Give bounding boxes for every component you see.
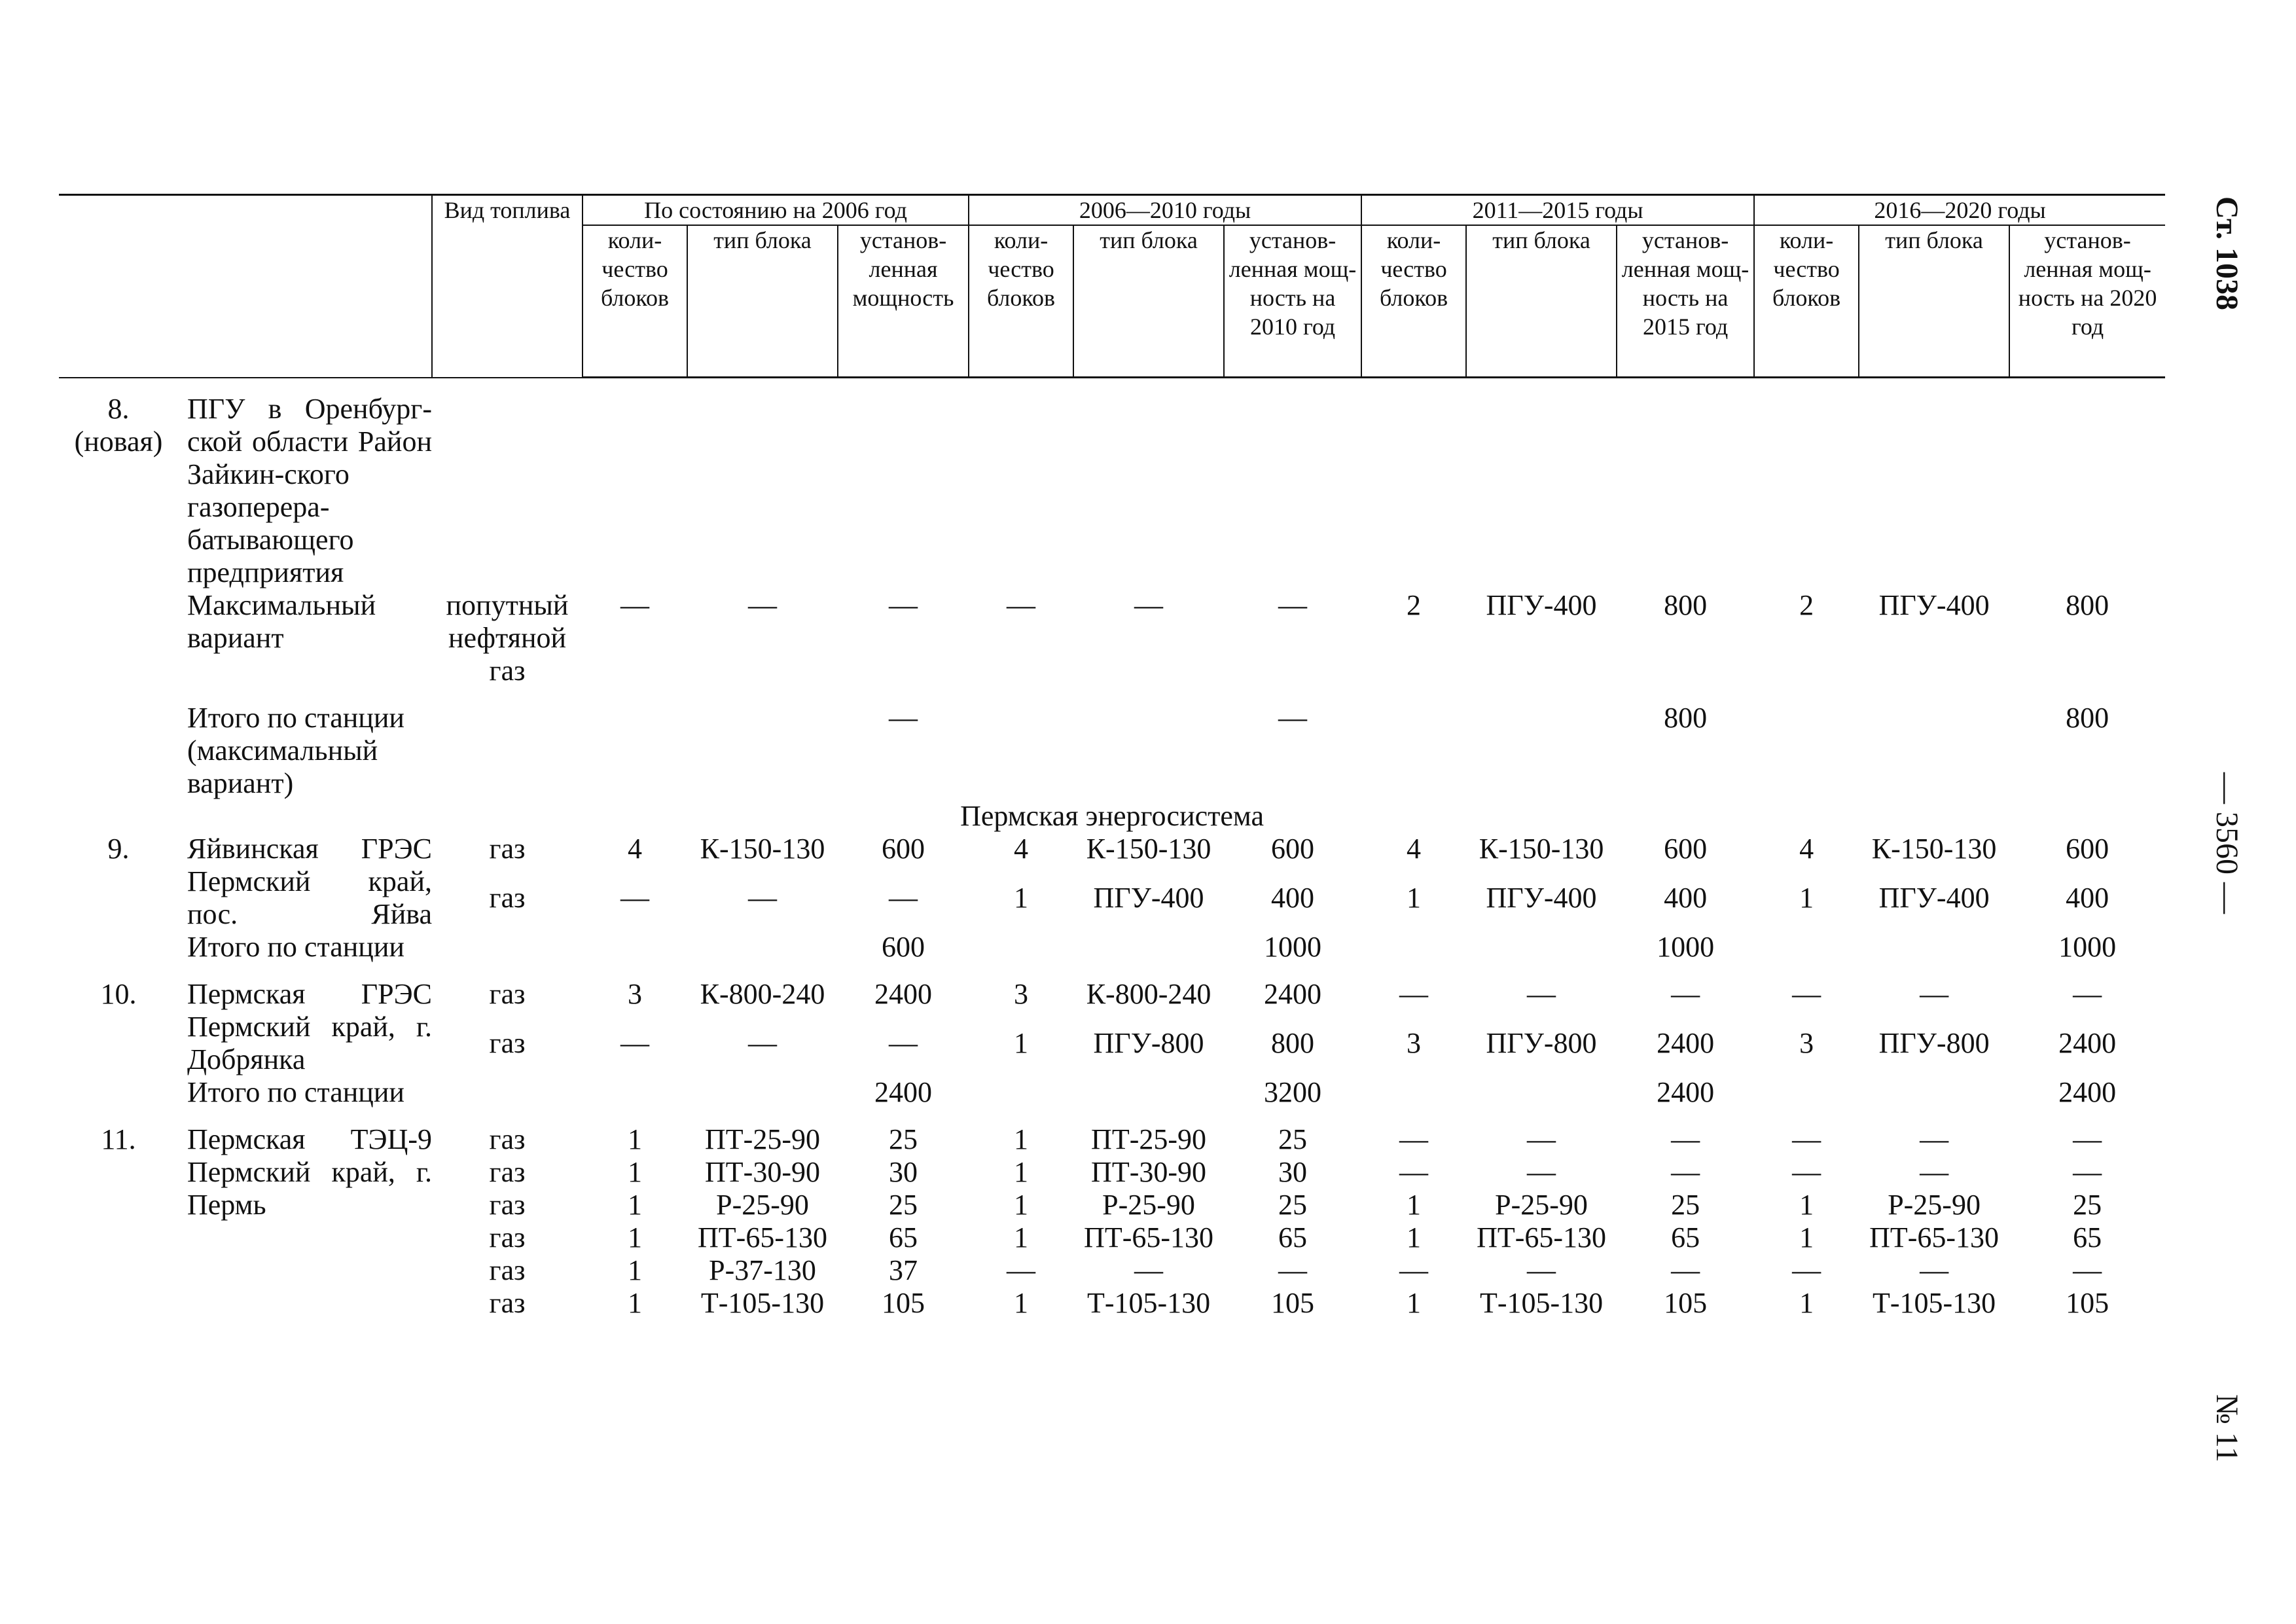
table-row [59, 589, 2165, 687]
capacity-cell: 600 [1271, 833, 1315, 865]
power-plants-table-page [59, 194, 2165, 1320]
total-capacity-cell: — [889, 702, 918, 734]
type-cell: ПГУ-400 [1093, 882, 1204, 914]
count-cell: 3 [1014, 978, 1029, 1010]
fuel-cell: газ [489, 1189, 526, 1221]
type-cell: — [1920, 1123, 1949, 1155]
header-type: тип блока [1466, 225, 1617, 378]
table-row-total [59, 1076, 2165, 1109]
type-cell: — [1920, 1254, 1949, 1286]
header-type: тип блока [1073, 225, 1224, 378]
header-period-2006-2010: 2006—2010 годы [969, 195, 1361, 226]
count-cell: 4 [1799, 833, 1814, 865]
count-cell: 1 [1799, 1287, 1814, 1319]
type-cell: ПТ-65-130 [1477, 1221, 1607, 1254]
count-cell: 1 [628, 1156, 642, 1188]
total-label: Итого по станции (максимальный вариант) [187, 702, 404, 799]
variant-name: Максимальный вариант [187, 589, 376, 654]
total-label: Итого по станции [187, 931, 404, 963]
count-cell: 2 [1799, 589, 1814, 621]
count-cell: 1 [1014, 1123, 1029, 1155]
type-cell: К-150-130 [1479, 833, 1604, 865]
count-cell: — [1399, 1123, 1429, 1155]
fuel-cell: газ [489, 833, 526, 865]
type-cell: Р-25-90 [716, 1189, 809, 1221]
count-cell: 4 [628, 833, 642, 865]
count-cell: 3 [1407, 1027, 1422, 1059]
type-cell: — [1134, 589, 1164, 621]
capacity-cell: 30 [1278, 1156, 1308, 1188]
capacity-cell: 400 [1271, 882, 1315, 914]
count-cell: 1 [1407, 882, 1422, 914]
count-cell: 1 [1014, 1221, 1029, 1254]
capacity-cell: 105 [2066, 1287, 2109, 1319]
count-cell: — [1792, 1254, 1821, 1286]
table-row [59, 833, 2165, 882]
header-count: коли-чество блоков [1361, 225, 1466, 378]
type-cell: ПТ-65-130 [1084, 1221, 1214, 1254]
count-cell: 1 [628, 1123, 642, 1155]
type-cell: ПГУ-800 [1093, 1027, 1204, 1059]
page-number: — 3560 — [2210, 772, 2244, 914]
type-cell: ПТ-65-130 [698, 1221, 827, 1254]
fuel-cell: газ [489, 882, 526, 914]
total-capacity-cell: 800 [2066, 702, 2109, 734]
count-cell: 1 [1407, 1287, 1422, 1319]
count-cell: — [1007, 1254, 1036, 1286]
type-cell: ПГУ-400 [1878, 589, 1990, 621]
capacity-cell: 25 [889, 1123, 918, 1155]
page-margin-vertical [2199, 196, 2265, 1463]
type-cell: ПГУ-400 [1486, 589, 1597, 621]
capacity-cell: — [889, 882, 918, 914]
station-name: Пермская ТЭЦ-9 Пермский край, г. Пермь [187, 1123, 432, 1221]
count-cell: 1 [1407, 1189, 1422, 1221]
count-cell: — [1399, 1156, 1429, 1188]
station-name: Пермская ГРЭС Пермский край, г. Добрянка [187, 978, 432, 1075]
header-fuel: Вид топлива [432, 195, 583, 378]
count-cell: 4 [1407, 833, 1422, 865]
fuel-cell: газ [489, 1156, 526, 1188]
table-row-total [59, 931, 2165, 964]
count-cell: — [620, 1027, 649, 1059]
type-cell: К-800-240 [1086, 978, 1211, 1010]
type-cell: Т-105-130 [1086, 1287, 1211, 1319]
capacity-cell: 105 [1664, 1287, 1708, 1319]
count-cell: — [1399, 1254, 1429, 1286]
table-row [59, 1123, 2165, 1156]
capacity-cell: 800 [2066, 589, 2109, 621]
total-capacity-cell: 600 [882, 931, 925, 963]
total-capacity-cell: 800 [1664, 702, 1708, 734]
capacity-cell: — [2073, 1156, 2102, 1188]
capacity-cell: 105 [882, 1287, 925, 1319]
count-cell: — [620, 589, 649, 621]
type-cell: — [748, 589, 777, 621]
capacity-cell: 65 [1671, 1221, 1700, 1254]
station-name: ПГУ в Оренбург-ской области Район Зайкин-ского газоперера-батывающего предприятия [187, 393, 432, 588]
type-cell: ПГУ-400 [1878, 882, 1990, 914]
capacity-cell: 25 [1671, 1189, 1700, 1221]
total-capacity-cell: 1000 [1264, 931, 1322, 963]
header-capacity: установ-ленная мощность [838, 225, 969, 378]
type-cell: К-800-240 [700, 978, 825, 1010]
type-cell: Т-105-130 [1479, 1287, 1604, 1319]
type-cell: ПТ-30-90 [705, 1156, 820, 1188]
count-cell: 1 [1014, 1027, 1029, 1059]
type-cell: К-150-130 [1086, 833, 1211, 865]
capacity-cell: 800 [1271, 1027, 1315, 1059]
capacity-cell: 30 [889, 1156, 918, 1188]
capacity-cell: 600 [882, 833, 925, 865]
fuel-cell: газ [489, 1027, 526, 1059]
header-period-2006: По состоянию на 2006 год [583, 195, 969, 226]
type-cell: ПГУ-800 [1878, 1027, 1990, 1059]
type-cell: — [1527, 978, 1556, 1010]
capacity-cell: 2400 [1657, 1027, 1715, 1059]
total-capacity-cell: 3200 [1264, 1076, 1322, 1108]
table-header [59, 195, 2165, 378]
total-capacity-cell: 2400 [874, 1076, 933, 1108]
capacity-cell: 400 [1664, 882, 1708, 914]
type-cell: — [1527, 1156, 1556, 1188]
type-cell: ПТ-25-90 [705, 1123, 820, 1155]
capacity-cell: 400 [2066, 882, 2109, 914]
type-cell: ПТ-65-130 [1869, 1221, 2000, 1254]
total-capacity-cell: 1000 [2058, 931, 2117, 963]
type-cell: К-150-130 [1871, 833, 1997, 865]
capacity-cell: — [2073, 978, 2102, 1010]
capacity-cell: 25 [1278, 1123, 1308, 1155]
count-cell: — [1792, 1156, 1821, 1188]
header-type: тип блока [1859, 225, 2009, 378]
count-cell: 1 [1799, 1221, 1814, 1254]
table-row [59, 393, 2165, 589]
power-plants-table [59, 194, 2165, 1320]
header-capacity: установ-ленная мощ-ность на 2020 год [2009, 225, 2165, 378]
capacity-cell: — [1671, 1156, 1700, 1188]
fuel-cell: газ [489, 1221, 526, 1254]
capacity-cell: 2400 [1264, 978, 1322, 1010]
count-cell: 2 [1407, 589, 1422, 621]
count-cell: 4 [1014, 833, 1029, 865]
total-label: Итого по станции [187, 1076, 404, 1108]
capacity-cell: 25 [1278, 1189, 1308, 1221]
region-heading: Пермская энергосистема [960, 800, 1264, 832]
type-cell: ПТ-25-90 [1091, 1123, 1207, 1155]
capacity-cell: 600 [2066, 833, 2109, 865]
header-period-2016-2020: 2016—2020 годы [1754, 195, 2165, 226]
total-capacity-cell: 1000 [1657, 931, 1715, 963]
type-cell: Р-25-90 [1102, 1189, 1195, 1221]
type-cell: Р-25-90 [1888, 1189, 1981, 1221]
station-number: 9. [107, 833, 130, 865]
station-number: 10. [100, 978, 137, 1010]
station-number-text: 8. [107, 393, 130, 425]
type-cell: ПГУ-800 [1486, 1027, 1597, 1059]
count-cell: — [1007, 589, 1036, 621]
capacity-cell: — [1278, 589, 1308, 621]
type-cell: Т-105-130 [700, 1287, 825, 1319]
fuel-cell: газ [489, 1287, 526, 1319]
table-row [59, 978, 2165, 1027]
count-cell: 1 [1799, 882, 1814, 914]
capacity-cell: 600 [1664, 833, 1708, 865]
capacity-cell: — [889, 589, 918, 621]
article-number: Ст. 1038 [2210, 196, 2244, 310]
header-count: коли-чество блоков [1754, 225, 1859, 378]
count-cell: 1 [1014, 1156, 1029, 1188]
header-period-2011-2015: 2011—2015 годы [1361, 195, 1754, 226]
type-cell: — [1527, 1123, 1556, 1155]
capacity-cell: 2400 [2058, 1027, 2117, 1059]
fuel-cell: газ [489, 1123, 526, 1155]
type-cell: ПТ-30-90 [1091, 1156, 1207, 1188]
count-cell: 1 [628, 1254, 642, 1286]
count-cell: — [1792, 978, 1821, 1010]
table-body [59, 378, 2165, 1320]
capacity-cell: — [2073, 1254, 2102, 1286]
type-cell: Р-25-90 [1495, 1189, 1588, 1221]
count-cell: — [1399, 978, 1429, 1010]
header-capacity: установ-ленная мощ-ность на 2015 год [1617, 225, 1754, 378]
count-cell: 1 [628, 1189, 642, 1221]
count-cell: 3 [628, 978, 642, 1010]
total-capacity-cell: — [1278, 702, 1308, 734]
count-cell: 1 [1014, 1189, 1029, 1221]
station-number [59, 393, 183, 589]
count-cell: — [620, 882, 649, 914]
header-capacity: установ-ленная мощ-ность на 2010 год [1224, 225, 1361, 378]
fuel-cell: попутный нефтяной газ [446, 589, 569, 687]
capacity-cell: 65 [2073, 1221, 2102, 1254]
type-cell: — [1527, 1254, 1556, 1286]
station-number: 11. [101, 1123, 136, 1155]
count-cell: 1 [628, 1221, 642, 1254]
capacity-cell: — [1278, 1254, 1308, 1286]
capacity-cell: — [889, 1027, 918, 1059]
count-cell: — [1792, 1123, 1821, 1155]
type-cell: Р-37-130 [709, 1254, 816, 1286]
capacity-cell: — [1671, 1123, 1700, 1155]
type-cell: — [748, 1027, 777, 1059]
total-capacity-cell: 2400 [1657, 1076, 1715, 1108]
capacity-cell: — [1671, 978, 1700, 1010]
header-count: коли-чество блоков [583, 225, 687, 378]
issue-number: № 11 [2210, 1394, 2244, 1463]
capacity-cell: 37 [889, 1254, 918, 1286]
count-cell: 1 [1799, 1189, 1814, 1221]
fuel-cell: газ [489, 1254, 526, 1286]
capacity-cell: — [1671, 1254, 1700, 1286]
count-cell: 1 [1014, 882, 1029, 914]
header-type: тип блока [687, 225, 838, 378]
capacity-cell: 25 [2073, 1189, 2102, 1221]
count-cell: 1 [1407, 1221, 1422, 1254]
type-cell: — [1920, 978, 1949, 1010]
station-note: (новая) [74, 425, 163, 458]
count-cell: 1 [1014, 1287, 1029, 1319]
fuel-cell: газ [489, 978, 526, 1010]
capacity-cell: 105 [1271, 1287, 1315, 1319]
capacity-cell: 65 [889, 1221, 918, 1254]
station-name: Яйвинская ГРЭС Пермский край, пос. Яйва [187, 833, 432, 930]
type-cell: — [1134, 1254, 1164, 1286]
capacity-cell: 65 [1278, 1221, 1308, 1254]
capacity-cell: 25 [889, 1189, 918, 1221]
capacity-cell: 2400 [874, 978, 933, 1010]
total-capacity-cell: 2400 [2058, 1076, 2117, 1108]
capacity-cell: 800 [1664, 589, 1708, 621]
count-cell: 3 [1799, 1027, 1814, 1059]
type-cell: ПГУ-400 [1486, 882, 1597, 914]
type-cell: — [1920, 1156, 1949, 1188]
type-cell: — [748, 882, 777, 914]
type-cell: Т-105-130 [1872, 1287, 1996, 1319]
type-cell: К-150-130 [700, 833, 825, 865]
header-count: коли-чество блоков [969, 225, 1073, 378]
header-name-blank [59, 195, 432, 378]
table-row-total [59, 702, 2165, 800]
capacity-cell: — [2073, 1123, 2102, 1155]
count-cell: 1 [628, 1287, 642, 1319]
